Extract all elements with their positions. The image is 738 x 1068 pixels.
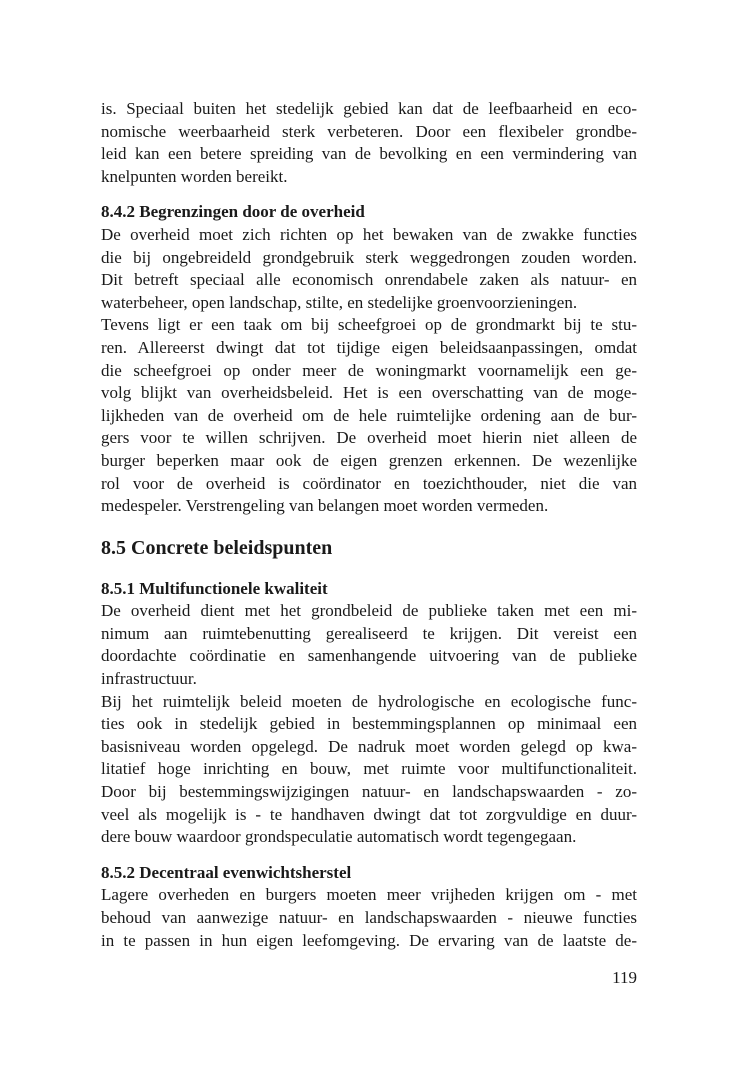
text-line: medespeler. Verstrengeling van belangen moet worden vermeden. (101, 496, 549, 516)
text-line: infrastructuur. (101, 669, 197, 689)
text-line: nomische weerbaarheid sterk verbeteren. Door een flexibeler grondbe- (101, 121, 637, 141)
text-line: volg blijkt van overheidsbeleid. Het is een overschatting van de moge- (101, 383, 637, 403)
section-8-4-2-paragraph-2 (101, 314, 637, 517)
section-8-5-1-paragraph-2 (101, 691, 637, 849)
text-line: lijkheden van de overheid om de hele ruimtelijke ordening aan de bur- (101, 405, 637, 425)
text-line: Door bij bestemmingswijzigingen natuur- en landschapswaarden - zo- (101, 782, 637, 802)
section-heading-8-5-2: 8.5.2 Decentraal evenwichtsherstel (101, 862, 352, 882)
text-line: rol voor de overheid is coördinator en toezichthouder, niet die van (101, 473, 637, 493)
section-8-5-1-paragraph-1 (101, 600, 637, 690)
text-line: is. Speciaal buiten het stedelijk gebied kan dat de leefbaarheid en eco- (101, 99, 637, 118)
text-line: ren. Allereerst dwingt dat tot tijdige eigen beleidsaanpassingen, omdat (101, 337, 637, 357)
page-number: 119 (612, 968, 637, 987)
text-line: veel als mogelijk is - te handhaven dwingt dat tot zorgvuldige en duur- (101, 804, 637, 824)
text-line: die scheefgroei op onder meer de woningmarkt voornamelijk een ge- (101, 360, 637, 380)
text-line: leid kan een betere spreiding van de bevolking en een vermindering van (101, 144, 637, 164)
text-line: in te passen in hun eigen leefomgeving. De ervaring van de laatste de- (101, 930, 637, 950)
text-line: De overheid dient met het grondbeleid de publieke taken met een mi- (101, 601, 637, 621)
page-body (101, 98, 637, 952)
text-line: behoud van aanwezige natuur- en landschapswaarden - nieuwe functies (101, 908, 637, 927)
section-heading-8-5: 8.5 Concrete beleidspunten (101, 536, 333, 559)
text-line: burger beperken maar ook de eigen grenzen erkennen. De wezenlijke (101, 450, 637, 470)
text-line: gers voor te willen schrijven. De overheid moet hierin niet alleen de (101, 428, 637, 448)
text-line: nimum aan ruimtebenutting gerealiseerd te krijgen. Dit vereist een (101, 623, 637, 643)
text-line: basisniveau worden opgelegd. De nadruk moet worden gelegd op kwa- (101, 736, 637, 756)
text-line: Bij het ruimtelijk beleid moeten de hydrologische en ecologische func- (101, 691, 637, 711)
text-line: knelpunten worden bereikt. (101, 166, 288, 186)
section-heading-8-4-2: 8.4.2 Begrenzingen door de overheid (101, 202, 365, 222)
text-line: waterbeheer, open landschap, stilte, en stedelijke groenvoorzieningen. (101, 292, 578, 312)
text-line: ties ook in stedelijk gebied in bestemmingsplannen op minimaal een (101, 714, 637, 734)
section-heading-8-5-1: 8.5.1 Multifunctionele kwaliteit (101, 578, 328, 598)
text-line: doordachte coördinatie en samenhangende uitvoering van de publieke (101, 646, 637, 666)
text-line: litatief hoge inrichting en bouw, met ruimte voor multifunctionaliteit. (101, 759, 637, 779)
text-line: Dit betreft speciaal alle economisch onrendabele zaken als natuur- en (101, 270, 637, 290)
intro-paragraph (101, 98, 637, 188)
section-8-5-2-paragraph-1 (101, 884, 637, 952)
section-8-4-2-paragraph-1 (101, 224, 637, 314)
text-line: dere bouw waardoor grondspeculatie automatisch wordt tegengegaan. (101, 827, 577, 847)
text-line: Tevens ligt er een taak om bij scheefgroei op de grondmarkt bij te stu- (101, 315, 637, 335)
text-line: Lagere overheden en burgers moeten meer vrijheden krijgen om - met (101, 885, 637, 905)
text-line: die bij ongebreideld grondgebruik sterk weggedrongen zouden worden. (101, 247, 637, 267)
text-line: De overheid moet zich richten op het bewaken van de zwakke functies (101, 224, 637, 244)
